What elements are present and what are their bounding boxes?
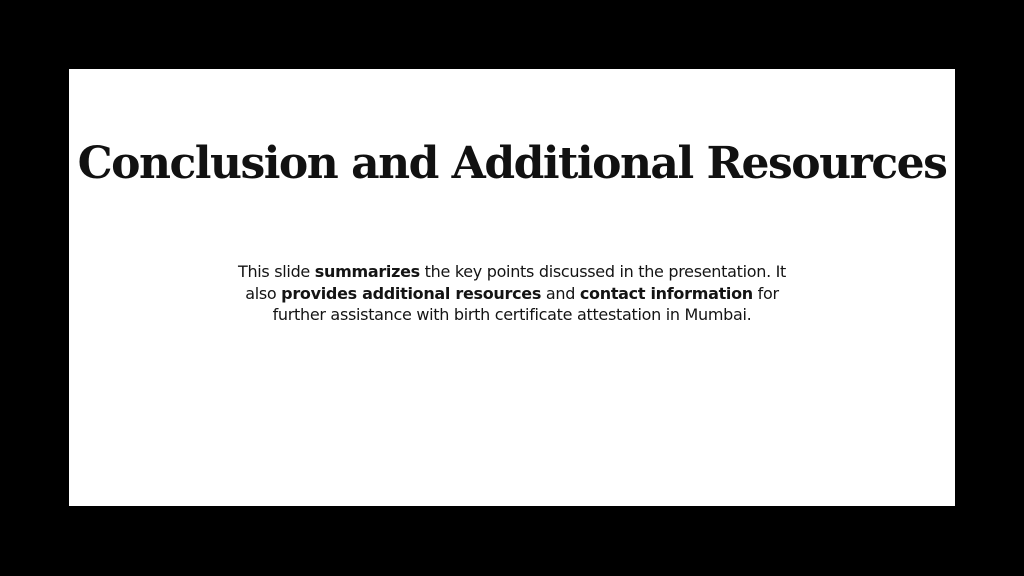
body-text-segment: for further assistance with birth certificate attestation in Mumbai. xyxy=(272,283,779,324)
body-text-segment: the key points discussed in the presentation. It also xyxy=(245,262,787,303)
slide-body-text xyxy=(232,261,792,326)
body-emphasis-contact-information: contact information xyxy=(579,283,753,303)
body-emphasis-additional-resources: provides additional resources xyxy=(281,283,542,303)
body-text-segment: This slide xyxy=(237,262,315,281)
body-emphasis-summarizes: summarizes xyxy=(314,262,420,281)
slide-card xyxy=(69,69,955,506)
body-text-segment: and xyxy=(541,283,580,303)
slide-title: Conclusion and Additional Resources xyxy=(77,138,947,189)
